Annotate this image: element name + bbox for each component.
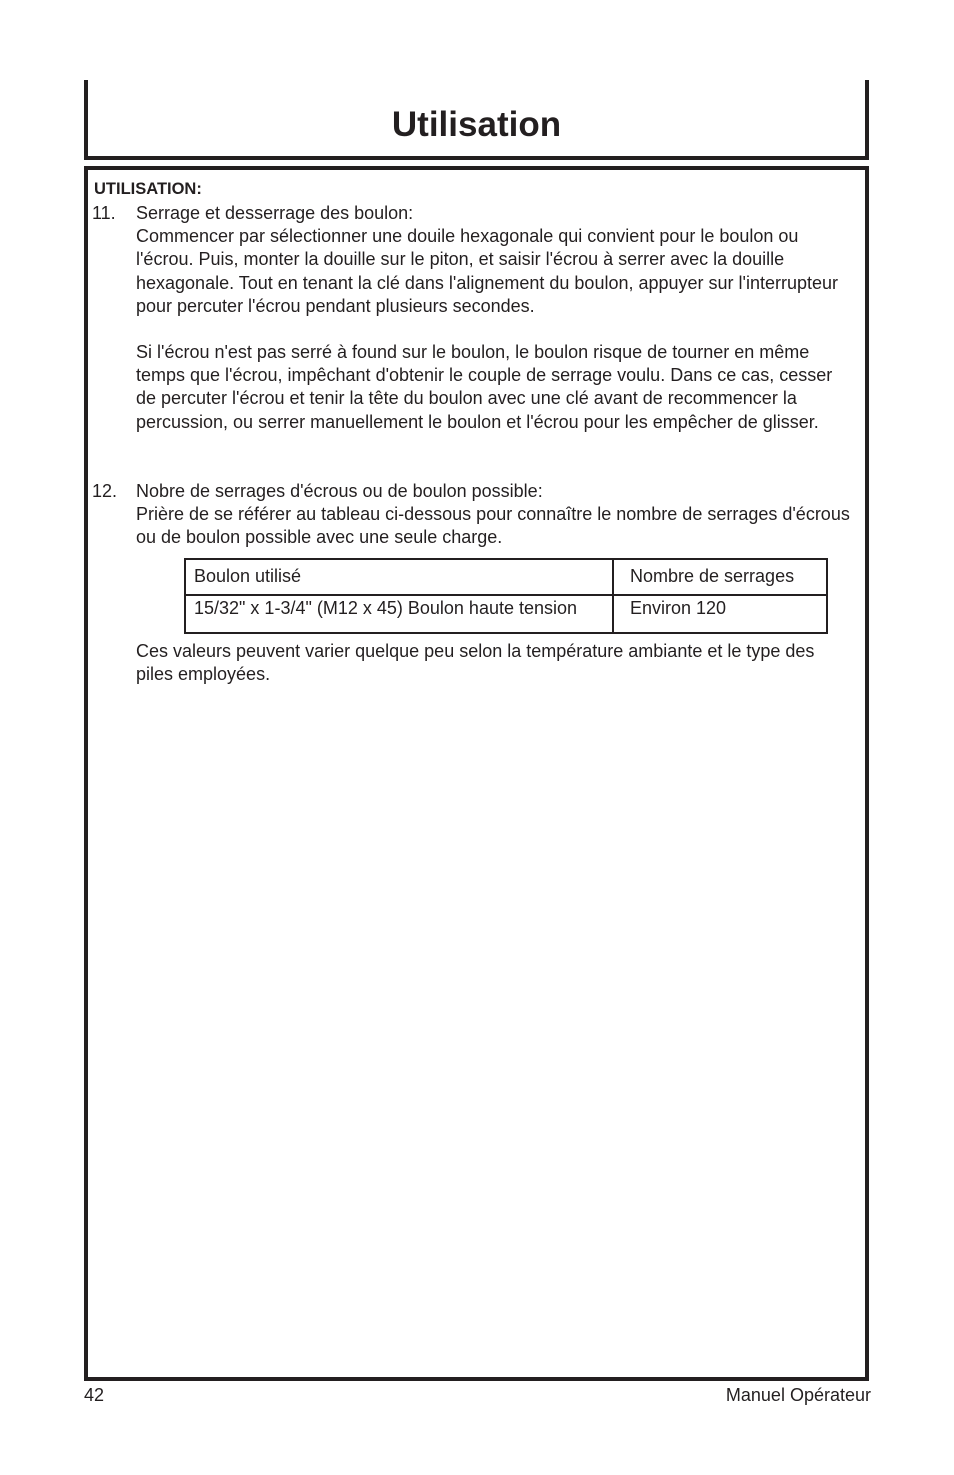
table-cell: 15/32" x 1-3/4" (M12 x 45) Boulon haute tension (185, 595, 613, 633)
footnote: Ces valeurs peuvent varier quelque peu selon la température ambiante et le type des piles employées. (136, 641, 815, 685)
item-number: 12. (92, 481, 118, 501)
page-number: 42 (84, 1385, 105, 1405)
item-title: Serrage et desserrage des boulon: (136, 203, 414, 223)
item-paragraph: Commencer par sélectionner une douile hexagonale qui convient pour le boulon ou l'écrou. Puis, monter la douille sur le piton, et saisir l'écrou à serrer avec la douille hexagonale. Tout en tenant la clé dans l'alignement du boulon, appuyer sur l'interrupteur pour percuter l'écrou pendant plusieurs secondes. (136, 226, 839, 316)
item-paragraph: Prière de se référer au tableau ci-dessous pour connaître le nombre de serrages d'écrous ou de boulon possible avec une seule charge. (136, 504, 850, 548)
item-title: Nobre de serrages d'écrous ou de boulon possible: (136, 481, 543, 501)
content-box (84, 166, 869, 1381)
table-row (185, 595, 827, 633)
item-number: 11. (92, 203, 116, 223)
item-body (136, 202, 852, 434)
table-header-cell: Nombre de serrages (613, 559, 827, 595)
manual-title: Manuel Opérateur (725, 1385, 871, 1405)
table-cell: Environ 120 (613, 595, 827, 633)
spec-table (184, 558, 828, 634)
table-header-cell: Boulon utilisé (185, 559, 613, 595)
section-heading: UTILISATION: (94, 180, 202, 198)
item-body (136, 480, 852, 550)
page-title: Utilisation (391, 105, 562, 144)
item-paragraph: Si l'écrou n'est pas serré à found sur le boulon, le boulon risque de tourner en même temps que l'écrou, impêchant d'obtenir le couple de serrage voulu. Dans ce cas, cesser de percuter l'écrou et tenir la tête du boulon avec une clé avant de recommencer la percussion, ou serrer manuellement le boulon et l'écrou pour les empêcher de glisser. (136, 342, 833, 432)
table-header-row (185, 559, 827, 595)
header-box (84, 80, 869, 160)
